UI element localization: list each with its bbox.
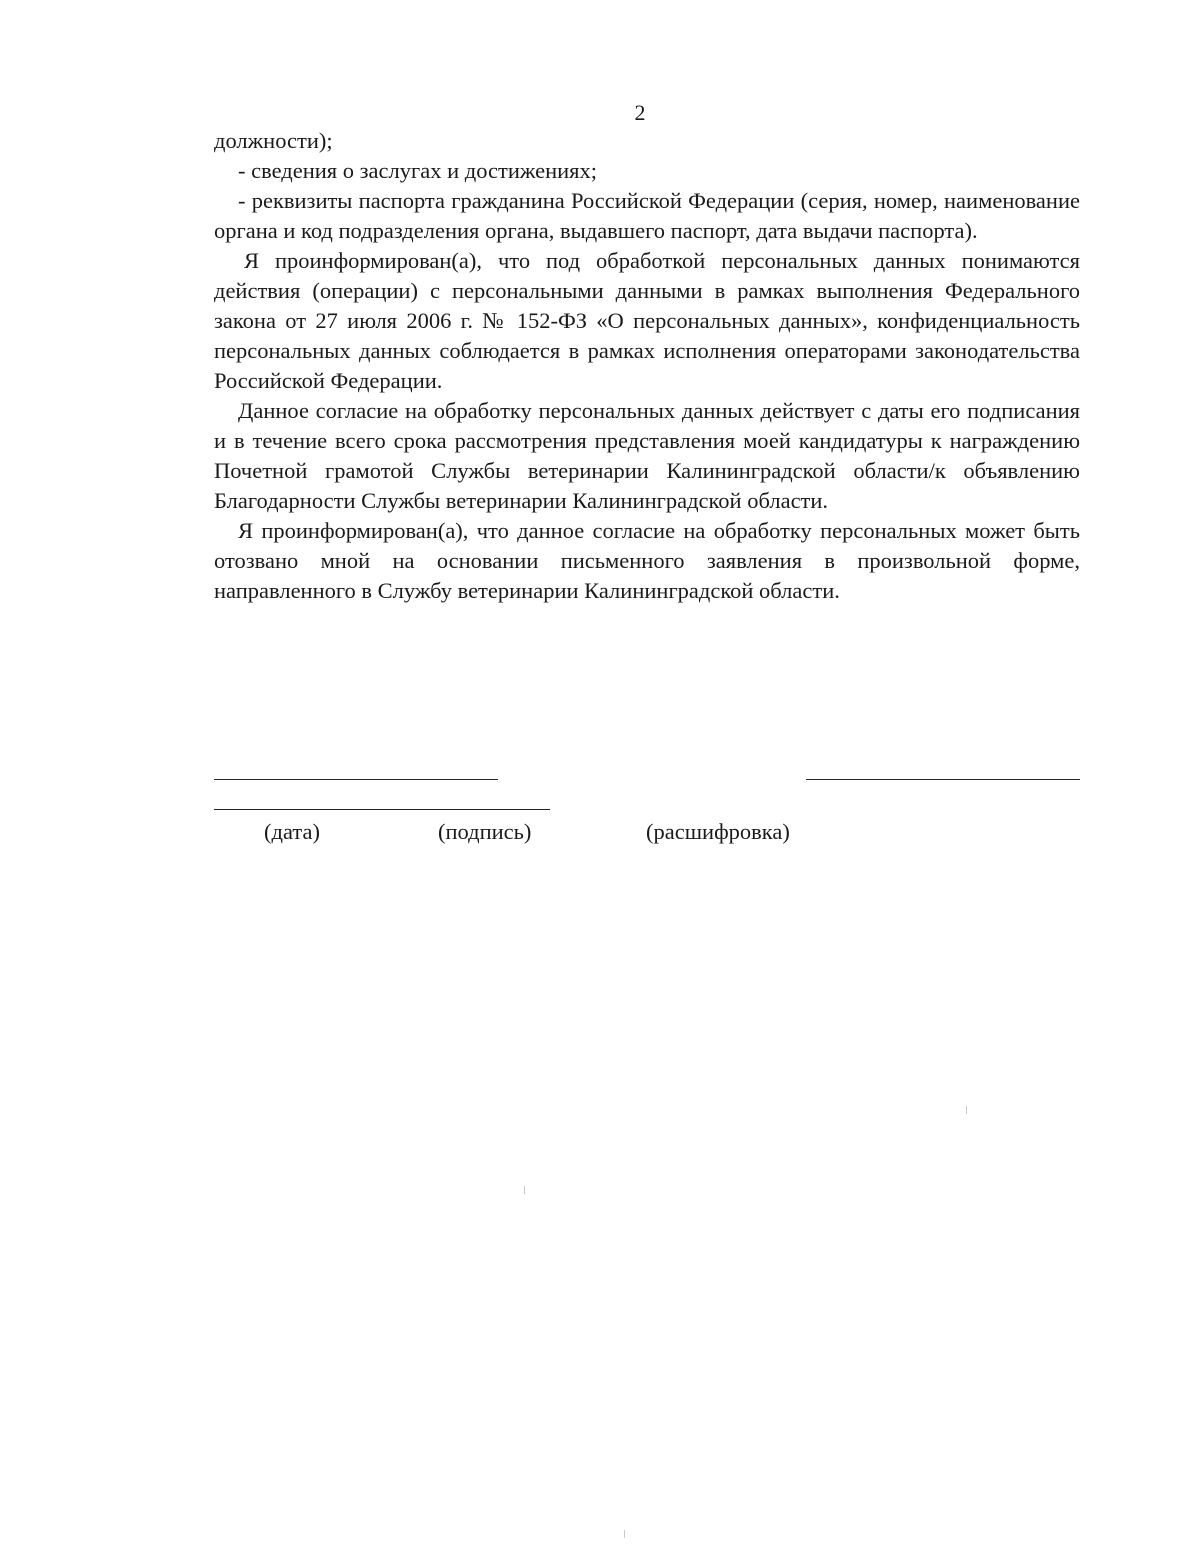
paragraph-consent-duration: Данное согласие на обработку персональных данных действует с даты его подписания и в течение всего срока рассмотрения представления моей кандидатуры к награждению Почетной грамотой Службы ветеринарии Калининградской области/к объявлению Благодарности Службы ветеринарии Калининградской области. (214, 398, 1080, 513)
page-number: 2 (634, 100, 646, 125)
decoding-label: (расшифровка) (646, 819, 790, 844)
signature-line (214, 809, 550, 810)
paragraph-processing-info: Я проинформирован(а), что под обработкой персональных данных понимаются действия (операции) с персональными данными в рамках выполнения Федерального закона от 27 июля 2006 г. № 152-ФЗ «О персональных данных», конфиденциальность персональных данных соблюдается в рамках исполнения операторами законодательства Российской Федерации. (214, 248, 1080, 393)
paragraph-withdrawal: Я проинформирован(а), что данное согласие на обработку персональных может быть отозвано мной на основании письменного заявления в произвольной форме, направленного в Службу ветеринарии Калининградской области. (214, 518, 1080, 603)
date-label: (дата) (264, 819, 320, 844)
decoding-line (806, 779, 1080, 780)
scan-speck (966, 1106, 967, 1114)
scan-speck (624, 1530, 625, 1538)
document-body (214, 126, 1080, 606)
paragraph-passport: - реквизиты паспорта гражданина Российской Федерации (серия, номер, наименование органа и код подразделения органа, выдавшего паспорт, дата выдачи паспорта). (214, 188, 1080, 243)
paragraph-merits: - сведения о заслугах и достижениях; (238, 158, 598, 183)
scan-speck (524, 1186, 525, 1194)
date-line (214, 779, 498, 780)
signature-label: (подпись) (438, 819, 532, 844)
paragraph-position-end: должности); (214, 128, 333, 153)
